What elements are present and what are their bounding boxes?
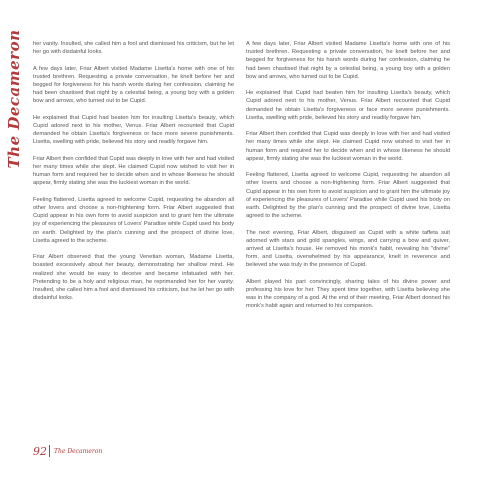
paragraph: He explained that Cupid had beaten him for insulting Lisetta's beauty, which Cupid adored next to his mother, Venus. Friar Albert recounted that Cupid demanded he obtain Lisetta's forgiveness or face more severe punishments. Lisetta, swelling with pride, believed his story and readily forgave him.: [33, 114, 234, 146]
paragraph: her vanity. Insulted, she called him a fool and dismissed his criticism, but he let her go with disdainful looks.: [33, 41, 234, 56]
paragraph: He explained that Cupid had beaten him for insulting Lisetta's beauty, which Cupid adored next to his mother, Venus. Friar Albert recounted that Cupid demanded he obtain Lisetta's forgiveness or face more severe punishments. Lisetta, swelling with pride, believed his story and readily forgave him.: [246, 90, 450, 121]
left-text-column: [33, 40, 234, 311]
paragraph: Feeling flattered, Lisetta agreed to welcome Cupid, requesting he abandon all other lovers and choose a non-frightening form. Friar Albert suggested that Cupid appear in his own form to avoid suspicion and to grant him the ultimate joy of experiencing the pleasures of Lovers' Paradise while Cupid used his body on earth. Delighted by the plan's cunning and the prospect of divine love, Lisetta agreed to the scheme.: [246, 172, 450, 220]
right-text-column: [246, 40, 450, 319]
paragraph: Friar Albert observed that the young Venetian woman, Madame Lisetta, boasted excessively about her beauty, demonstrating her shallow mind. He realized she would be easy to deceive and became infatuated with her. Pretending to be a holy and religious man, he reprimanded her for her vanity. Insulted, she called him a fool and dismissed his criticism, but he let her go with disdainful looks.: [33, 254, 234, 302]
paragraph: A few days later, Friar Albert visited Madame Lisetta's home with one of his trusted brethren. Requesting a private conversation, he knelt before her and begged for forgiveness for his harsh words during her confession, claiming he had been chastised that night by a celestial being, a young boy with a golden bow and arrows, who turned out to be Cupid.: [33, 65, 234, 105]
side-title-text: The Decameron: [5, 29, 23, 169]
page-number: 92: [33, 444, 47, 458]
paragraph: A few days later, Friar Albert visited Madame Lisetta's home with one of his trusted brethren. Requesting a private conversation, he knelt before her and begged for forgiveness for his harsh words during her confession, claiming he had been chastised that night by a celestial being, a young boy with a golden bow and arrows, who turned out to be Cupid.: [246, 41, 450, 80]
paragraph: Friar Albert then confided that Cupid was deeply in love with her and had visited her many times while she slept. He claimed Cupid now wished to visit her in human form and required her to decide when and in whose likeness he should appear, firmly stating she was the luckiest woman in the world.: [33, 155, 234, 187]
paragraph: The next evening, Friar Albert, disguised as Cupid with a white taffeta suit adorned with stars and gold spangles, wings, and carrying a bow and quiver, arrived at Lisetta's house. He removed his monk's habit, revealing his "divine" form, and Lisetta, overwhelmed by his appearance, knelt in reverence and believed she was truly in the presence of Cupid.: [246, 229, 450, 269]
paragraph: Feeling flattered, Lisetta agreed to welcome Cupid, requesting he abandon all other lovers and choose a non-frightening form. Friar Albert suggested that Cupid appear in his own form to avoid suspicion and to grant him the ultimate joy of experiencing the pleasures of Lovers' Paradise while Cupid used his body on earth. Delighted by the plan's cunning and the prospect of divine love, Lisetta agreed to the scheme.: [33, 196, 234, 244]
footer-title: The Decameron: [54, 447, 103, 455]
paragraph: Albert played his part convincingly, sharing tales of his divine power and professing his love for her. They spent time together, with Lisetta believing she was in the company of a god. At the end of their meeting, Friar Albert donned his monk's habit again and returned to his companion.: [246, 278, 450, 310]
footer-divider: [49, 445, 50, 457]
page-footer: [33, 443, 102, 459]
paragraph: Friar Albert then confided that Cupid was deeply in love with her and had visited her many times while she slept. He claimed Cupid now wished to visit her in human form and required her to decide when and in whose likeness he should appear, firmly stating she was the luckiest woman in the world.: [246, 131, 450, 162]
side-title-vertical: [4, 24, 24, 174]
